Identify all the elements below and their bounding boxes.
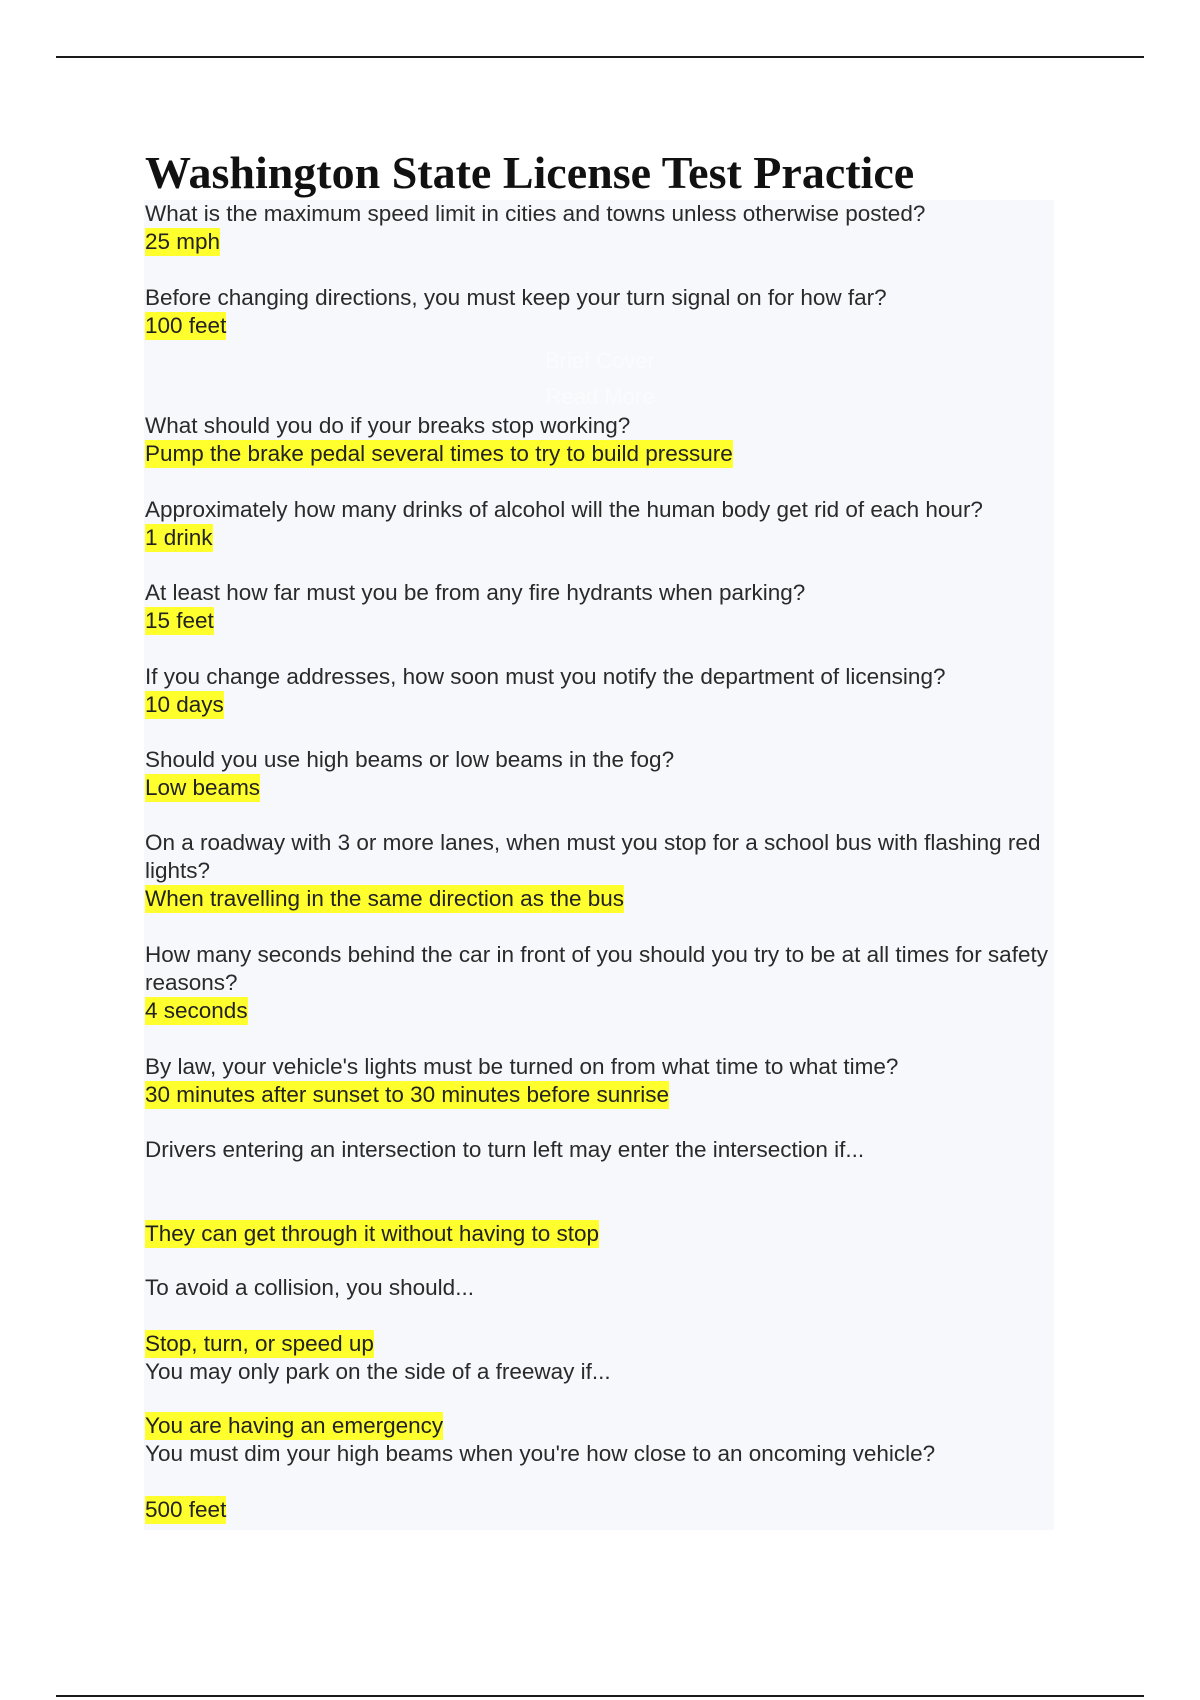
answer-highlight: 15 feet [145,608,214,633]
question: By law, your vehicle's lights must be turned on from what time to what time? [145,1054,899,1079]
watermark-line-2: Read More [545,384,655,409]
answer-highlight: Stop, turn, or speed up [145,1331,374,1356]
answer-row [145,997,1050,1025]
question: You may only park on the side of a freeway if... [145,1359,611,1384]
answer-row [145,524,1050,552]
answer-row [145,774,1050,802]
answer-highlight: 25 mph [145,229,221,254]
answer-highlight: 500 feet [145,1497,227,1522]
question: How many seconds behind the car in front of you should you try to be at all times for safety reasons? [145,942,1048,995]
answer-row [145,1412,1050,1440]
answer-row [145,1220,1050,1248]
answer-highlight: 1 drink [145,525,213,550]
answer-row [145,228,1050,256]
top-rule [56,56,1144,58]
answer-row [145,691,1050,719]
answer-row [145,1081,1050,1109]
question: Should you use high beams or low beams in the fog? [145,747,675,772]
answer-row [145,1496,1050,1524]
question: To avoid a collision, you should... [145,1275,474,1300]
answer-highlight: They can get through it without having to stop [145,1221,600,1246]
answer-row [145,885,1050,913]
answer-row [145,440,1050,468]
answer-highlight: Low beams [145,775,261,800]
question: You must dim your high beams when you're how close to an oncoming vehicle? [145,1441,936,1466]
qa-list [145,200,1050,1524]
question: If you change addresses, how soon must you notify the department of licensing? [145,664,946,689]
watermark-line-1: Brief Cover [544,348,656,373]
answer-highlight: You are having an emergency [145,1413,444,1438]
question: What is the maximum speed limit in cities and towns unless otherwise posted? [145,201,926,226]
question: Drivers entering an intersection to turn left may enter the intersection if... [145,1137,865,1162]
answer-highlight: 100 feet [145,313,227,338]
answer-highlight: 10 days [145,692,224,717]
page-title: Washington State License Test Practice [145,147,915,198]
question: Approximately how many drinks of alcohol will the human body get rid of each hour? [145,497,983,522]
question: At least how far must you be from any fire hydrants when parking? [145,580,806,605]
answer-row [145,312,1050,340]
answer-row [145,607,1050,635]
question: What should you do if your breaks stop working? [145,413,631,438]
question: On a roadway with 3 or more lanes, when must you stop for a school bus with flashing red lights? [145,830,1041,883]
answer-highlight: Pump the brake pedal several times to try to build pressure [145,441,733,466]
answer-row [145,1330,1050,1358]
bottom-rule [56,1695,1144,1697]
answer-highlight: When travelling in the same direction as the bus [145,886,625,911]
answer-highlight: 30 minutes after sunset to 30 minutes before sunrise [145,1082,670,1107]
answer-highlight: 4 seconds [145,998,248,1023]
question: Before changing directions, you must keep your turn signal on for how far? [145,285,887,310]
